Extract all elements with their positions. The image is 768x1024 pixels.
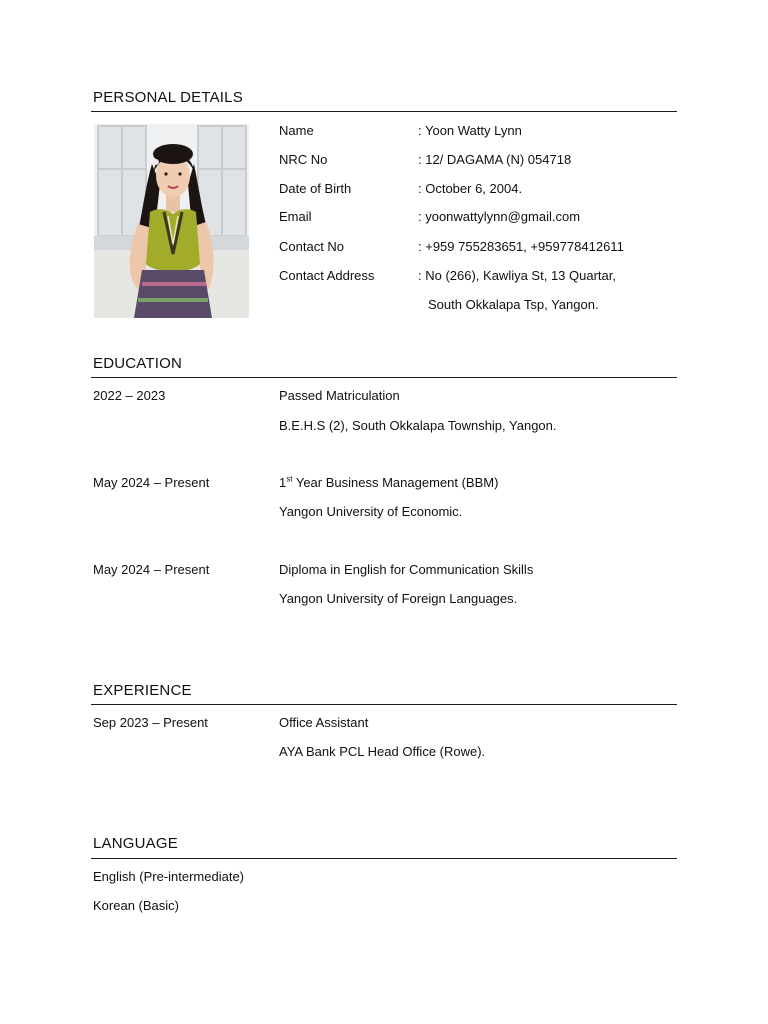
personal-details-rule: [91, 111, 677, 112]
education-period-2: May 2024 – Present: [93, 475, 210, 490]
contact-no-label: Contact No: [279, 239, 345, 254]
contact-address-value: : No (266), Kawliya St, 13 Quartar,: [418, 268, 616, 283]
education-period-3: May 2024 – Present: [93, 562, 210, 577]
language-item-1: English (Pre-intermediate): [93, 869, 245, 884]
email-label: Email: [279, 209, 312, 224]
nrc-label: NRC No: [279, 152, 328, 167]
experience-rule: [91, 704, 677, 705]
education-heading: EDUCATION: [93, 355, 183, 372]
nrc-value: : 12/ DAGAMA (N) 054718: [418, 152, 572, 167]
education-period-1: 2022 – 2023: [93, 388, 166, 403]
education-detail-1: B.E.H.S (2), South Okkalapa Township, Yangon.: [279, 418, 557, 433]
education-title-1: Passed Matriculation: [279, 388, 400, 403]
experience-detail-1: AYA Bank PCL Head Office (Rowe).: [279, 744, 486, 759]
contact-no-value: : +959 755283651, +959778412611: [418, 239, 624, 254]
personal-details-heading: PERSONAL DETAILS: [93, 89, 243, 106]
education-title-3: Diploma in English for Communication Skills: [279, 562, 534, 577]
experience-period-1: Sep 2023 – Present: [93, 715, 208, 730]
education-detail-3: Yangon University of Foreign Languages.: [279, 591, 518, 606]
email-value: : yoonwattylynn@gmail.com: [418, 209, 581, 224]
language-item-2: Korean (Basic): [93, 898, 179, 913]
experience-heading: EXPERIENCE: [93, 682, 192, 699]
education-rule: [91, 377, 677, 378]
dob-label: Date of Birth: [279, 181, 352, 196]
language-rule: [91, 858, 677, 859]
education-title-2: [279, 475, 498, 490]
dob-value: : October 6, 2004.: [418, 181, 523, 196]
education-title-2-ordinal: st: [286, 474, 293, 484]
language-heading: LANGUAGE: [93, 835, 178, 852]
education-title-2-number: 1: [279, 475, 287, 490]
name-label: Name: [279, 123, 314, 138]
education-detail-2: Yangon University of Economic.: [279, 504, 463, 519]
name-value: : Yoon Watty Lynn: [418, 123, 522, 138]
education-title-2-rest: Year Business Management (BBM): [292, 475, 499, 490]
contact-address-label: Contact Address: [279, 268, 375, 283]
profile-photo-illustration: [94, 124, 249, 318]
profile-photo: [94, 124, 249, 318]
experience-title-1: Office Assistant: [279, 715, 369, 730]
contact-address-line2: South Okkalapa Tsp, Yangon.: [428, 297, 599, 312]
